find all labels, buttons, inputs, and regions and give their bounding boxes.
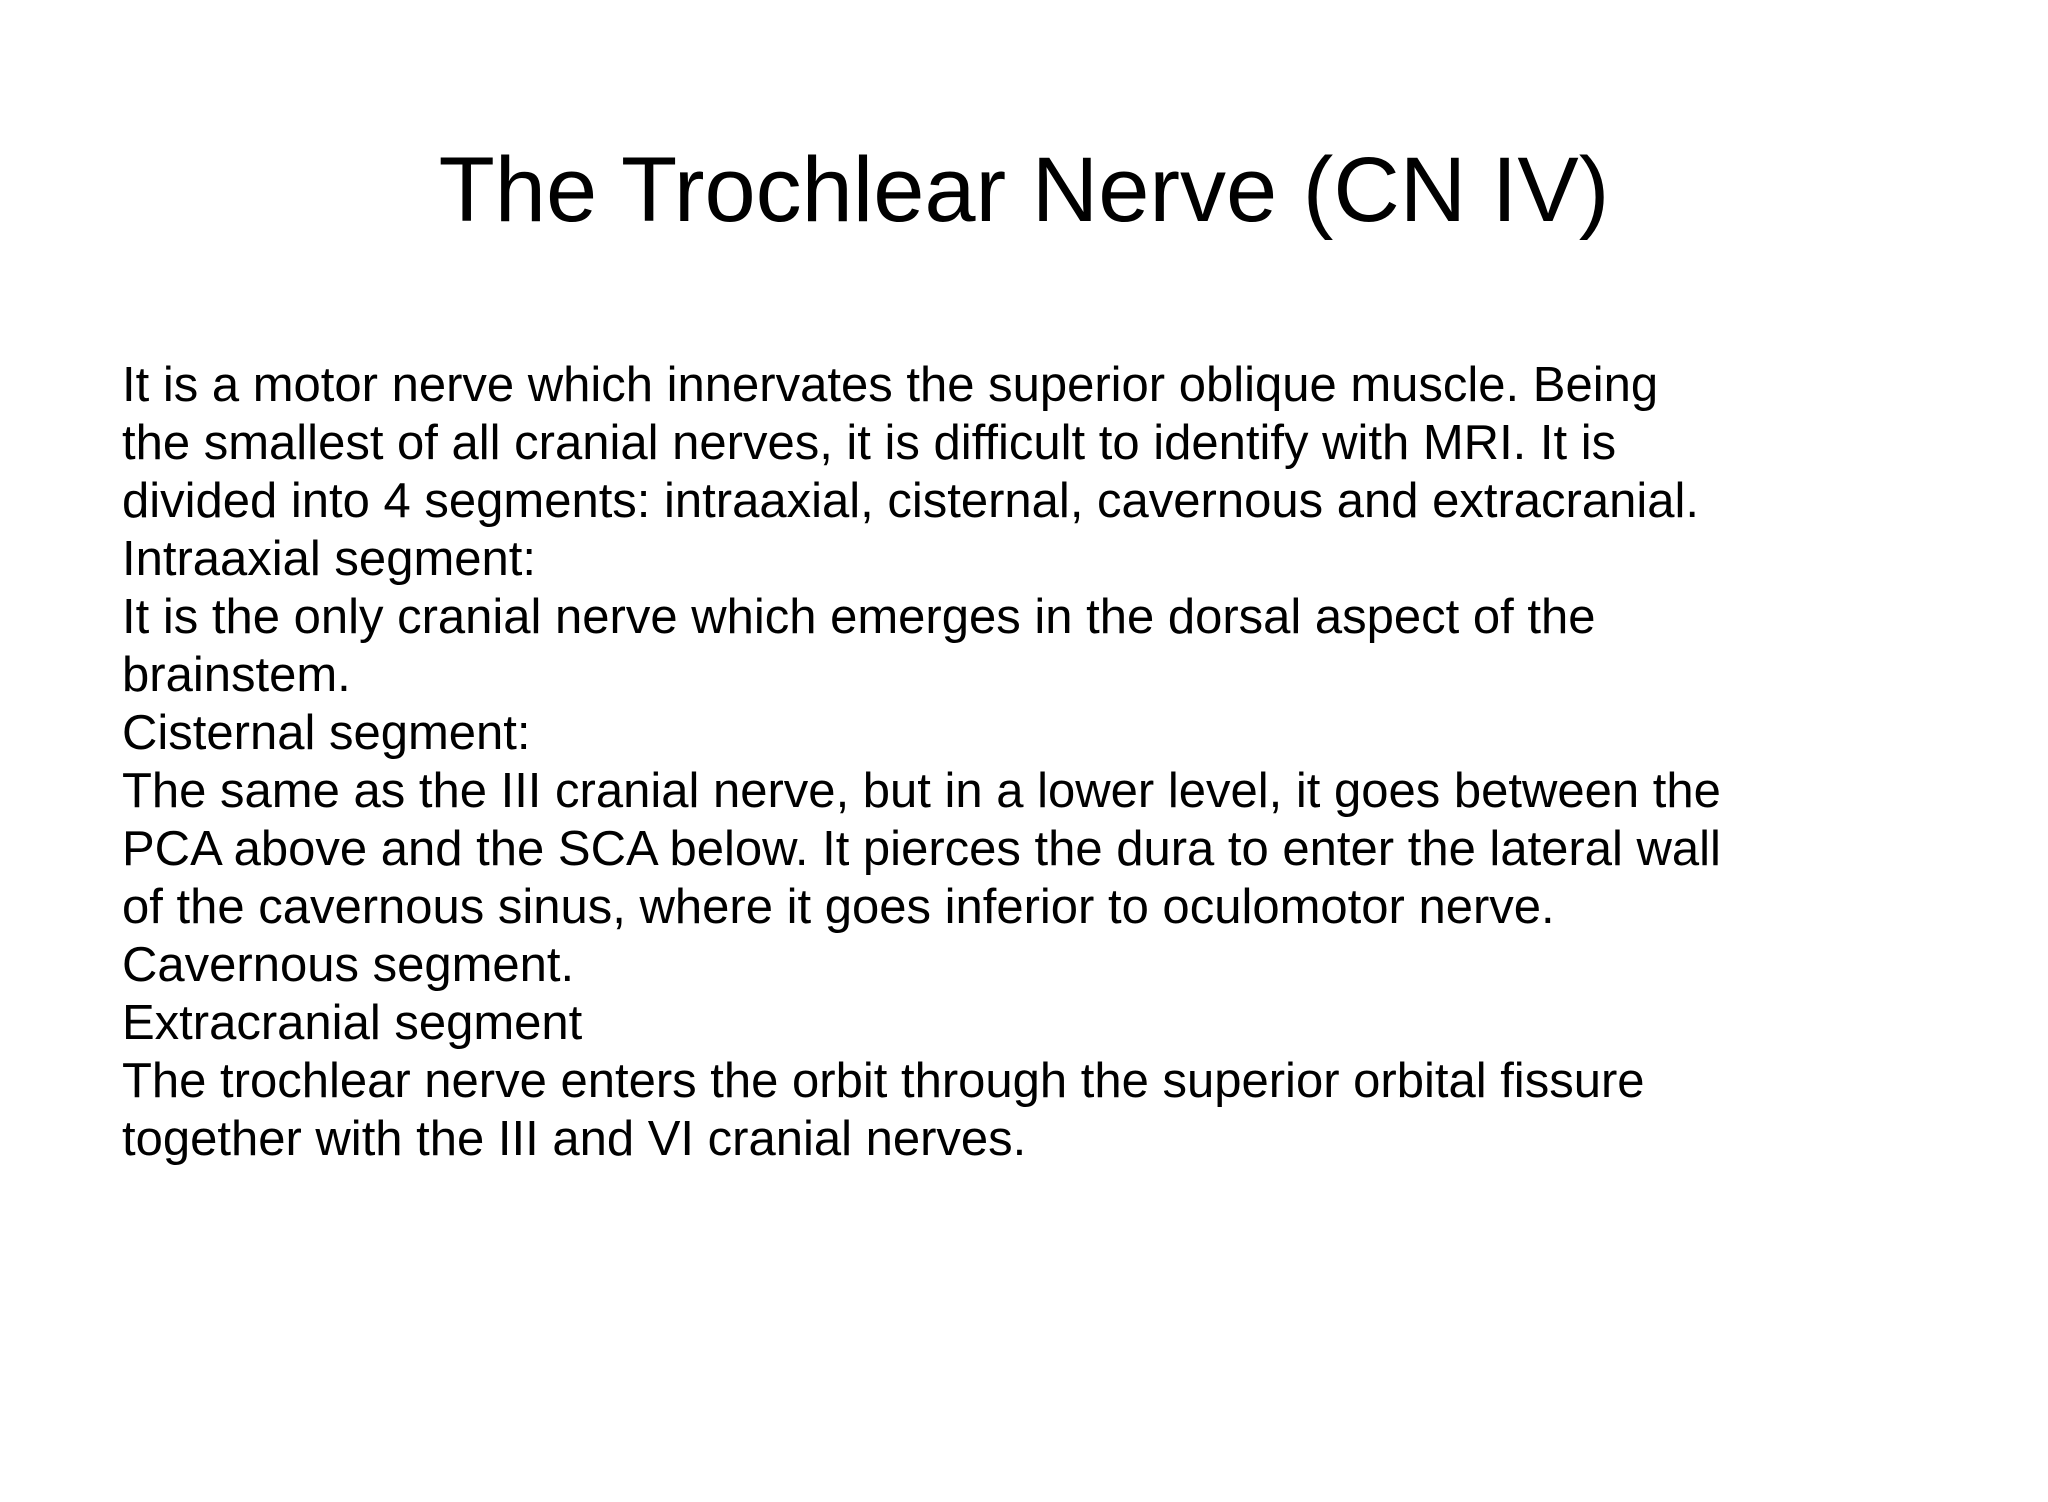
body-line-cisternal-heading: Cisternal segment: [122,706,531,760]
body-line-intro-3: divided into 4 segments: intraaxial, cisternal, cavernous and extracranial. [122,474,1699,528]
body-line-cisternal-1: The same as the III cranial nerve, but in a lower level, it goes between the [122,764,1721,818]
body-line-extracranial-1: The trochlear nerve enters the orbit through the superior orbital fissure [122,1054,1645,1108]
slide-title: The Trochlear Nerve (CN IV) [438,139,1610,241]
body-line-intro-1: It is a motor nerve which innervates the superior oblique muscle. Being [122,358,1659,412]
body-line-extracranial-2: together with the III and VI cranial nerves. [122,1112,1027,1166]
body-line-cisternal-2: PCA above and the SCA below. It pierces the dura to enter the lateral wall [122,822,1721,876]
body-line-intraaxial-2: brainstem. [122,648,351,702]
body-line-cavernous-heading: Cavernous segment. [122,938,575,992]
slide-body [122,356,1952,1168]
body-line-intraaxial-1: It is the only cranial nerve which emerges in the dorsal aspect of the [122,590,1596,644]
body-line-intraaxial-heading: Intraaxial segment: [122,532,536,586]
body-line-extracranial-heading: Extracranial segment [122,996,583,1050]
body-line-intro-2: the smallest of all cranial nerves, it is difficult to identify with MRI. It is [122,416,1617,470]
body-line-cisternal-3: of the cavernous sinus, where it goes inferior to oculomotor nerve. [122,880,1555,934]
